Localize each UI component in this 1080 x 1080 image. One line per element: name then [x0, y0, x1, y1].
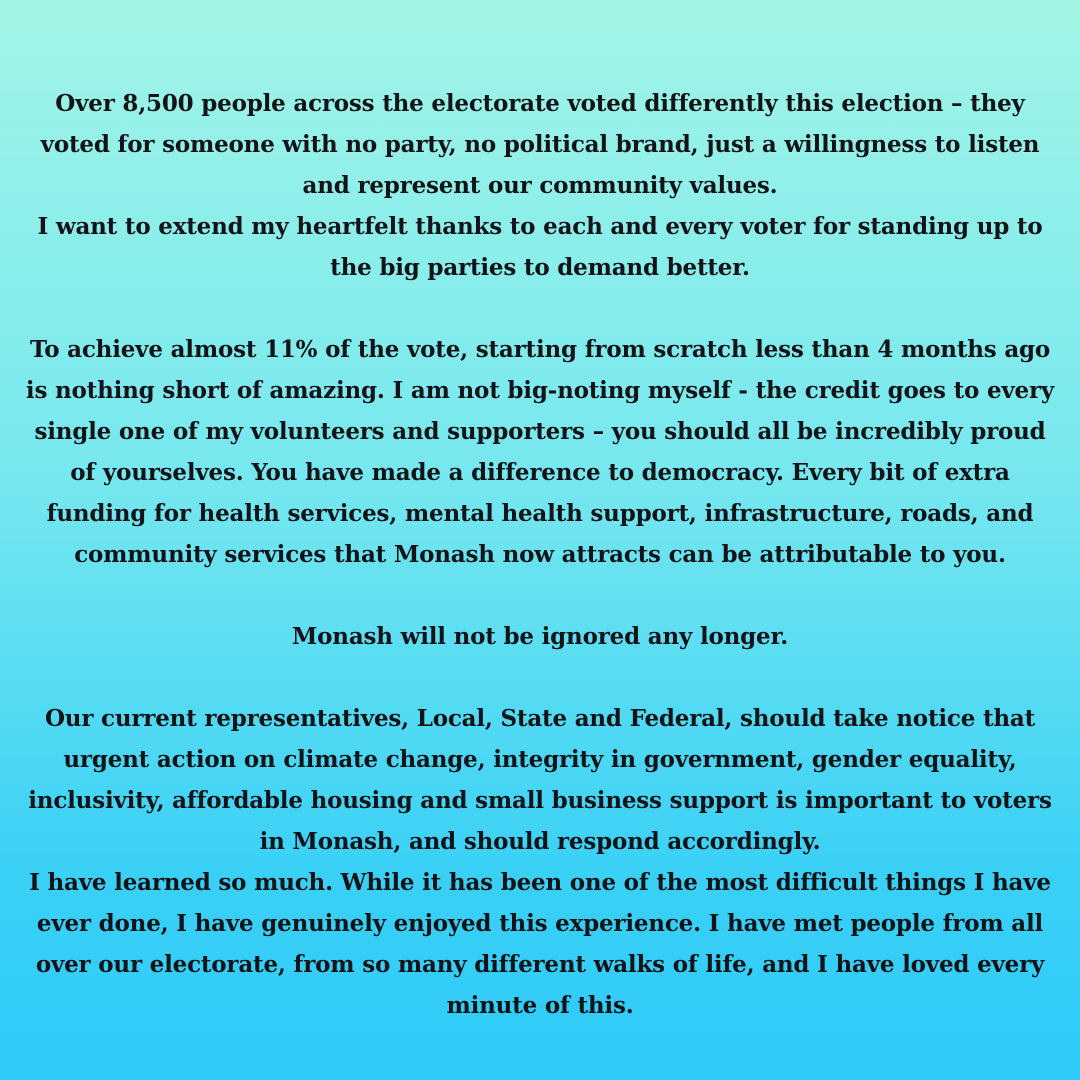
paragraph-learned: I have learned so much. While it has been one of the most difficult things I have ever done, I have genuinely enjoyed this experience. I have met people from all over our electorate, from so many different walks of life, and I have loved every minute of this.: [29, 869, 1051, 1019]
paragraph-thanks: I want to extend my heartfelt thanks to each and every voter for standing up to the big parties to demand better.: [37, 213, 1043, 281]
paragraph-representatives: Our current representatives, Local, State and Federal, should take notice that urgent action on climate change, integrity in government, gender equality, inclusivity, affordable housing and small business support is important to voters in Monash, and should respond accordingly.: [28, 705, 1052, 855]
paragraph-spacer: [20, 657, 1060, 698]
paragraph-spacer: [20, 288, 1060, 329]
paragraph-monash-statement: Monash will not be ignored any longer.: [291, 623, 789, 650]
paragraph-vote-share: To achieve almost 11% of the vote, starting from scratch less than 4 months ago is nothing short of amazing. I am not big-noting myself - the credit goes to every single one of my volunteers and supporters – you should all be incredibly proud of yourselves. You have made a difference to democracy. Every bit of extra funding for health services, mental health support, infrastructure, roads, and community services that Monash now attracts can be attributable to you.: [25, 336, 1055, 568]
paragraph-spacer: [20, 575, 1060, 616]
paragraph-voter-count: Over 8,500 people across the electorate voted differently this election – they voted for someone with no party, no political brand, just a willingness to listen and represent our community values.: [40, 90, 1040, 199]
message-text: [20, 83, 1060, 1026]
